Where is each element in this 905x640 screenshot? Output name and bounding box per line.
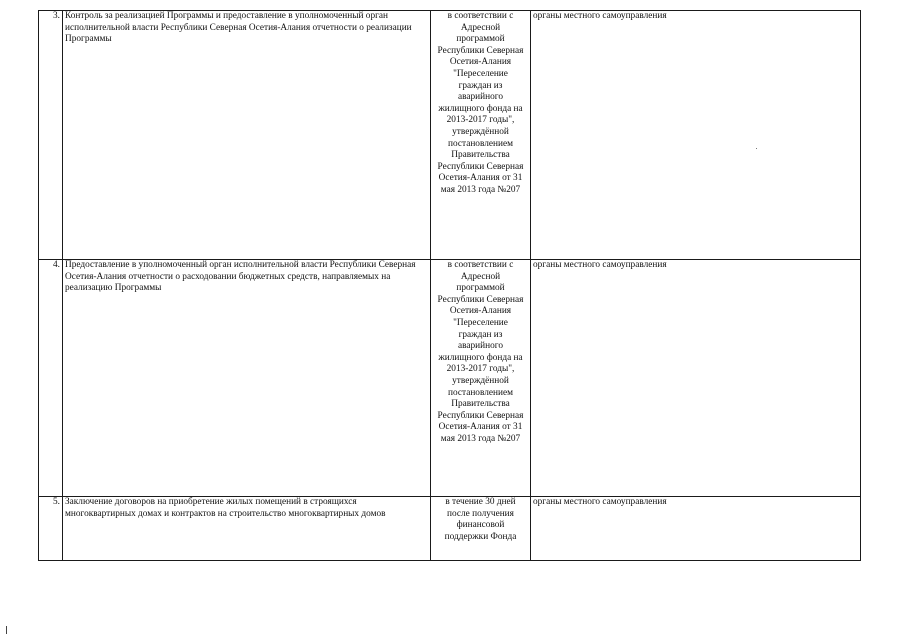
scan-margin-mark (6, 626, 7, 634)
activity-description: Заключение договоров на приобретение жилых помещений в строящихся многоквартирных домах и контрактов на строительство многоквартирных домов (63, 497, 431, 561)
row-number: 5. (39, 497, 63, 561)
responsible-party: органы местного самоуправления (531, 11, 861, 260)
responsible-party: органы местного самоуправления (531, 497, 861, 561)
responsible-party: органы местного самоуправления (531, 260, 861, 497)
activity-term: в течение 30 дней после получения финансовой поддержки Фонда (431, 497, 531, 561)
row-number: 4. (39, 260, 63, 497)
table-row (39, 497, 861, 561)
activity-term: в соответствии с Адресной программой Республики Северная Осетия-Алания "Переселение граждан из аварийного жилищного фонда на 2013-2017 годы", утверждённой постановлением Правительства Республики Северная Осетия-Алания от 31 мая 2013 года №207 (431, 11, 531, 260)
program-activities-table (38, 10, 861, 561)
table-row (39, 11, 861, 260)
activity-description: Предоставление в уполномоченный орган исполнительной власти Республики Северная Осетия-Алания отчетности о расходовании бюджетных средств, направляемых на реализацию Программы (63, 260, 431, 497)
activity-description: Контроль за реализацией Программы и предоставление в уполномоченный орган исполнительной власти Республики Северная Осетия-Алания отчетности о реализации Программы (63, 11, 431, 260)
activity-term: в соответствии с Адресной программой Республики Северная Осетия-Алания "Переселение граждан из аварийного жилищного фонда на 2013-2017 годы", утверждённой постановлением Правительства Республики Северная Осетия-Алания от 31 мая 2013 года №207 (431, 260, 531, 497)
scan-speck (756, 148, 757, 149)
table-row (39, 260, 861, 497)
row-number: 3. (39, 11, 63, 260)
